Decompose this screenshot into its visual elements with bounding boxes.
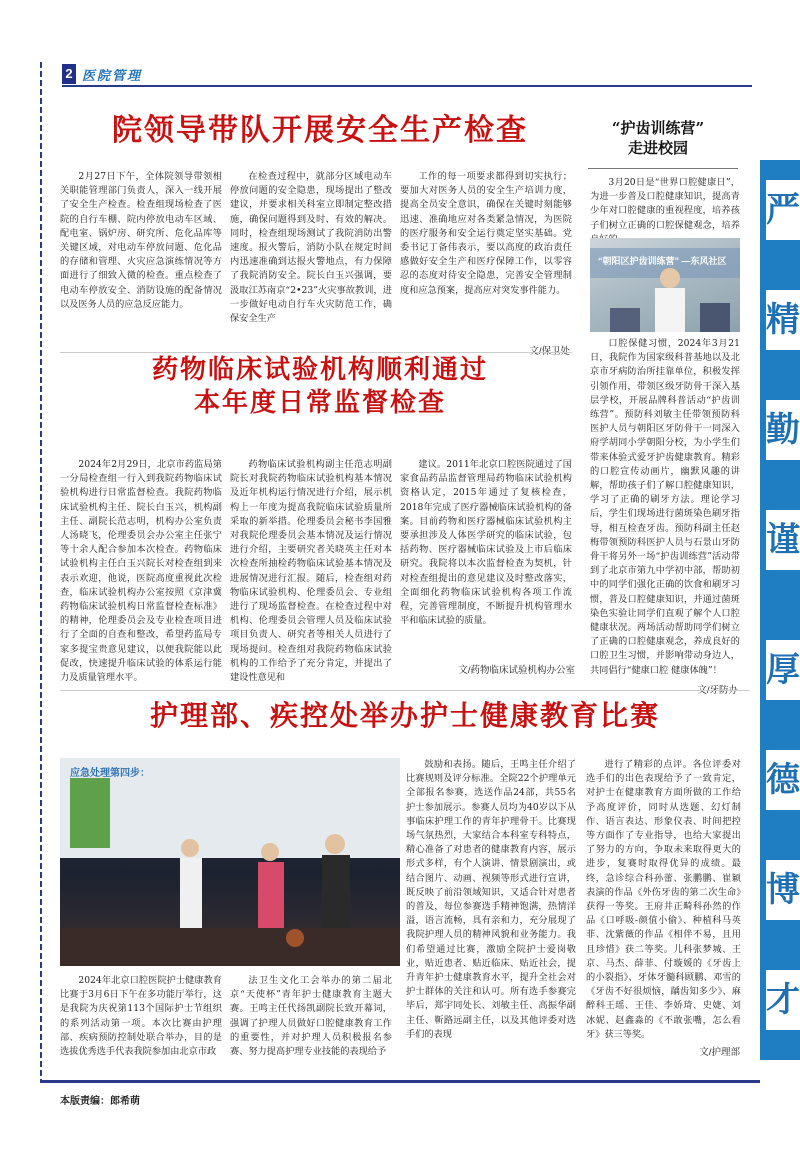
article2-text-1: 2024年2月29日，北京市药监局第一分局检查组一行入到我院药物临床试验机构进行日常监督检查。我院药物临床试验机构主任、院长白玉兴，机构副主任、副院长范志明，机构办公室负责人汤晓飞，伦理委员会办公室主任张宁等十余人配合参加本次检查。药物临床试验机构主任白玉兴院长对检查组到来表示欢迎，他说，医院高度重视此次检查，临床试验机构办公室按照《京津冀药物临床试验机构日常监督检查标准》的精神，伦理委员会及专业检查项目进行了全面的自查和整改，希望药监局专家多提宝贵意见建议，以便我院能以此促改，快速提升临床试验的体系运行能力及质量管理水平。 bbox=[60, 459, 222, 684]
motto-char: 才 bbox=[766, 970, 800, 1030]
motto-char: 勤 bbox=[766, 400, 800, 460]
article3-text-3: 鼓励和表扬。随后，王鸣主任介绍了比赛规则及评分标准。全院22个护理单元全部报名参赛，选送作品24部，共55名护士参加展示。参赛人员均为40岁以下从事临床护理工作的青年护理骨干。比赛现场气氛热烈，大家结合本科室专科特点，精心准备了对患者的健康教育内容，展示形式多样，有个人演讲、情景剧演出，或结合图片、动画、视频等形式进行宣讲，既反映了前沿领域知识，又适合针对患者的普及，每位参赛选手精神饱满，热情洋溢，语言流畅，具有亲和力，充分展现了我院护理人员的精神风貌和业务能力。我们希望通过比赛，激励全院护士爱岗敬业，贴近患者、贴近临床、贴近社会，提升青年护士健康教育水平，提升全社会对护士群体的关注和认可。所有选手参赛完毕后，郑宇同处长、刘敏主任、高振华副主任、靳路远副主任，以及其他评委对选手们的表现 bbox=[406, 759, 576, 1040]
section-name: 医院管理 bbox=[82, 69, 143, 84]
motto-char: 精 bbox=[766, 290, 800, 350]
header-rule bbox=[62, 85, 752, 87]
sidebar-byline bbox=[620, 682, 738, 696]
sidebar-title-line2: 走进校园 bbox=[627, 139, 688, 157]
sidebar-text-2 bbox=[590, 337, 740, 682]
sidebar-photo bbox=[590, 238, 740, 332]
page-border bbox=[40, 62, 42, 1082]
sidebar-paragraph-1: 3月20日是“世界口腔健康日”，为进一步普及口腔健康知识，提高青少年对口腔健康的重视程度，培养孩子们树立正确的口腔保健观念，培养 bbox=[590, 177, 740, 231]
motto-char: 厚 bbox=[766, 640, 800, 700]
sidebar-text-1 bbox=[590, 176, 740, 236]
footer-rule bbox=[40, 1080, 760, 1083]
article1-text-3: 工作的每一项要求都得到切实执行；要加大对医务人员的安全生产培训力度，提高全员安全意识，确保在关键时刻能够迅速、准确地应对各类紧急情况，为医院的医疗服务和安全运行奠定坚实基础。党委书记丁备伟表示，要以高度的政治责任感做好安全生产和医疗保障工作，以零容忍的态度对待安全隐患，完善安全管理制度和应急预案，提高应对突发事件能力。 bbox=[400, 171, 572, 296]
motto-char: 博 bbox=[766, 860, 800, 920]
sidebar-paragraph-2: 口腔保健习惯，2024年3月21日，我院作为国家级科普基地以及北京市牙病防治所挂靠单位，积极发挥引领作用，带领区级牙防骨干深入基层学校，开展品牌科普活动“护齿训练营”。预防科刘敏主任带领预防科医护人员与朝阳区牙防骨干一同深入府学胡同小学朝阳分校，为小学生们带来体验式爱牙护齿健康教育。精彩的口腔宣传动画片，幽默风趣的讲解，帮助孩子们了解口腔健康知识，学习了正确的刷牙方法。理论学习后，学生们现场进行菌斑染色刷牙指导，相互检查牙齿。预防科副主任赵梅带领预防科医护人员与石景山牙防骨干将另外一场“护齿训练营”活动带到了北京市第九中学初中部，帮助初中的同学们强化正确的饮食和刷牙习惯，普及口腔健康知识，并通过菌斑染色实验让同学们直观了解个人口腔健康状况。两场活动帮助同学们树立了正确的口腔健康观念，养成良好的口腔卫生习惯，并影响带动身边人，共同倡行“健康口腔 健康体魄”！ bbox=[590, 338, 740, 676]
article2-title-line1: 药物临床试验机构顺利通过 bbox=[151, 355, 488, 385]
sidebar-rule bbox=[588, 168, 738, 169]
article2-title-line2: 本年度日常监督检查 bbox=[193, 387, 446, 418]
article2-title bbox=[60, 354, 580, 419]
article1-text-1: 2月27日下午，全体院领导带领相关职能管理部门负责人，深入一线开展了安全生产检查。检查组现场检查了医院的自行车棚、院内停放电动车区域、配电室、锅炉房、研究所、危化品库等关键区域，对电动车停放问题、危化品的存储和管理、火灾应急演练情况等方面进行了细致入微的检查。重点检查了电动车停放安全、消防设施的配备情况以及医务人员的应急反应能力。 bbox=[60, 171, 222, 310]
article1-column-1 bbox=[60, 170, 222, 350]
article3-title: 护理部、疾控处举办护士健康教育比赛 bbox=[149, 699, 660, 732]
article1-column-3 bbox=[400, 170, 572, 350]
article3-photo-scene bbox=[60, 758, 400, 966]
article3-byline: 文/护理部 bbox=[699, 1047, 740, 1058]
page-editor: 本版责编：郎希萌 bbox=[60, 1096, 140, 1107]
divider bbox=[60, 690, 750, 691]
article2-column-3 bbox=[400, 458, 572, 658]
article2-text-2: 药物临床试验机构副主任范志明副院长对我院药物临床试验机构基本情况及近年机构运行情况进行介绍，展示机构上一年度为提高我院临床试验质量所采取的新举措。伦理委员会秘书李国雅对我院伦理委员会基本情况及运行情况进行介绍，主要研究者关晓英主任对本次检查所抽检药物临床试验基本情况及进展情况进行汇报。随后，检查组对药物临床试验机构、伦理委员会、专业组进行了现场监督检查。在检查过程中对机构、伦理委员会管理人员及临床试验项目负责人、研究者等相关人员进行了现场提问。检查组对我院药物临床试验机构的工作给予了充分肯定，并提出了建设性意见和 bbox=[230, 459, 392, 684]
motto-char: 德 bbox=[766, 750, 800, 810]
article1-title: 院领导带队开展安全生产检查 bbox=[112, 113, 528, 148]
article3-column-2 bbox=[230, 974, 392, 1074]
article1-column-2 bbox=[230, 170, 392, 350]
article2-column-2 bbox=[230, 458, 392, 684]
sidebar-photo-scene bbox=[590, 238, 740, 332]
page-number: 2 bbox=[62, 64, 76, 84]
article1-text-2: 在检查过程中，就部分区域电动车停放问题的安全隐患，现场提出了整改建议，并要求相关科室立即制定整改措施，确保问题得到及时、有效的解决。同时，检查组现场测试了我院消防出警速度。报火警后，消防小队在规定时间内迅速准确到达报火警地点，有力保障了我院消防安全。院长白玉兴强调，要汲取江苏南京“2•23”火灾事故教训，进一步做好电动自行车火灾防范工作，确保安全生产 bbox=[230, 171, 392, 325]
article2-text-3: 建议。2011年北京口腔医院通过了国家食品药品监督管理局药物临床试验机构资格认定，2015年通过了复核检查，2018年完成了医疗器械临床试验机构的备案。目前药物和医疗器械临床试验机构主要承担涉及人体医学研究的临床试验，包括药物、医疗器械临床试验及上市后临床研究。我院将以本次监督检查为契机，针对检查组提出的意见建议及时整改落实，全面细化药物临床试验机构各项工作流程，完善管理制度，不断提升机构管理水平和临床试验的质量。 bbox=[400, 459, 572, 627]
article3-text-2: 法卫生文化工会举办的第二届北京“天使杯”青年护士健康教育主题大赛。王鸣主任代扬凯副院长致开幕词，强调了护理人员做好口腔健康教育工作的重要性，并对护理人员积极报名参赛、努力提高护理专业技能的表现给予 bbox=[230, 975, 392, 1058]
motto-char: 严 bbox=[766, 180, 800, 240]
article3-photo bbox=[60, 758, 400, 966]
page-header bbox=[62, 62, 742, 86]
article3-text-1: 2024年北京口腔医院护士健康教育比赛于3月6日下午在多功能厅举行，这是我院为庆祝第113个国际护士节组织的系列活动第一项。本次比赛由护理部、疾病预防控制处联合举办，目的是选拔优秀选手代表我院参加由北京市政 bbox=[60, 975, 222, 1058]
sidebar-photo-caption: “朝阳区护齿训练营” —东风社区 bbox=[598, 256, 727, 266]
article3-column-4 bbox=[586, 758, 741, 1048]
article3-column-1 bbox=[60, 974, 222, 1074]
divider bbox=[60, 352, 572, 353]
article2-byline: 文/药物临床试验机构办公室 bbox=[458, 665, 575, 676]
article2-column-1 bbox=[60, 458, 222, 684]
article3-photo-text: 应急处理第四步： bbox=[70, 768, 150, 779]
article3-text-4: 进行了精彩的点评。各位评委对选手们的出色表现给予了一致肯定，对护士在健康教育方面所做的工作给予高度评价，同时从选题、幻灯制作、语言表达、形象仪表、时间把控等方面作了专业指导，也给大家提出了努力的方向，争取未来取得更大的进步，复赛时取得优异的成绩。最终，急诊综合科孙蕾、张鹏鹏、崔颖表演的作品《外伤牙齿的第二次生命》获得一等奖。王府井正畸科孙然的作品《口呼吸-颜值小偷》、种植科马英菲、沈紫薇的作品《相伴不易，且用且珍惜》获二等奖。儿科张梦城、王京、马杰、薛菲、付璇媛的《牙齿上的小裂指》、牙体牙髓科顾鹏、邓雪的《牙齿不好很烦恼，龋齿知多少》、麻醉科王瑶、王佳、李娇琦、史婕、刘冰妮、赵鑫淼的《不敢张嘴，怎么看牙》获三等奖。 bbox=[586, 759, 741, 1040]
motto-char: 谨 bbox=[766, 510, 800, 570]
right-motto-panel bbox=[760, 160, 800, 1060]
sidebar-title-line1: “护齿训练营” bbox=[611, 119, 705, 137]
sidebar-title bbox=[578, 118, 738, 158]
article3-column-3 bbox=[406, 758, 576, 1074]
